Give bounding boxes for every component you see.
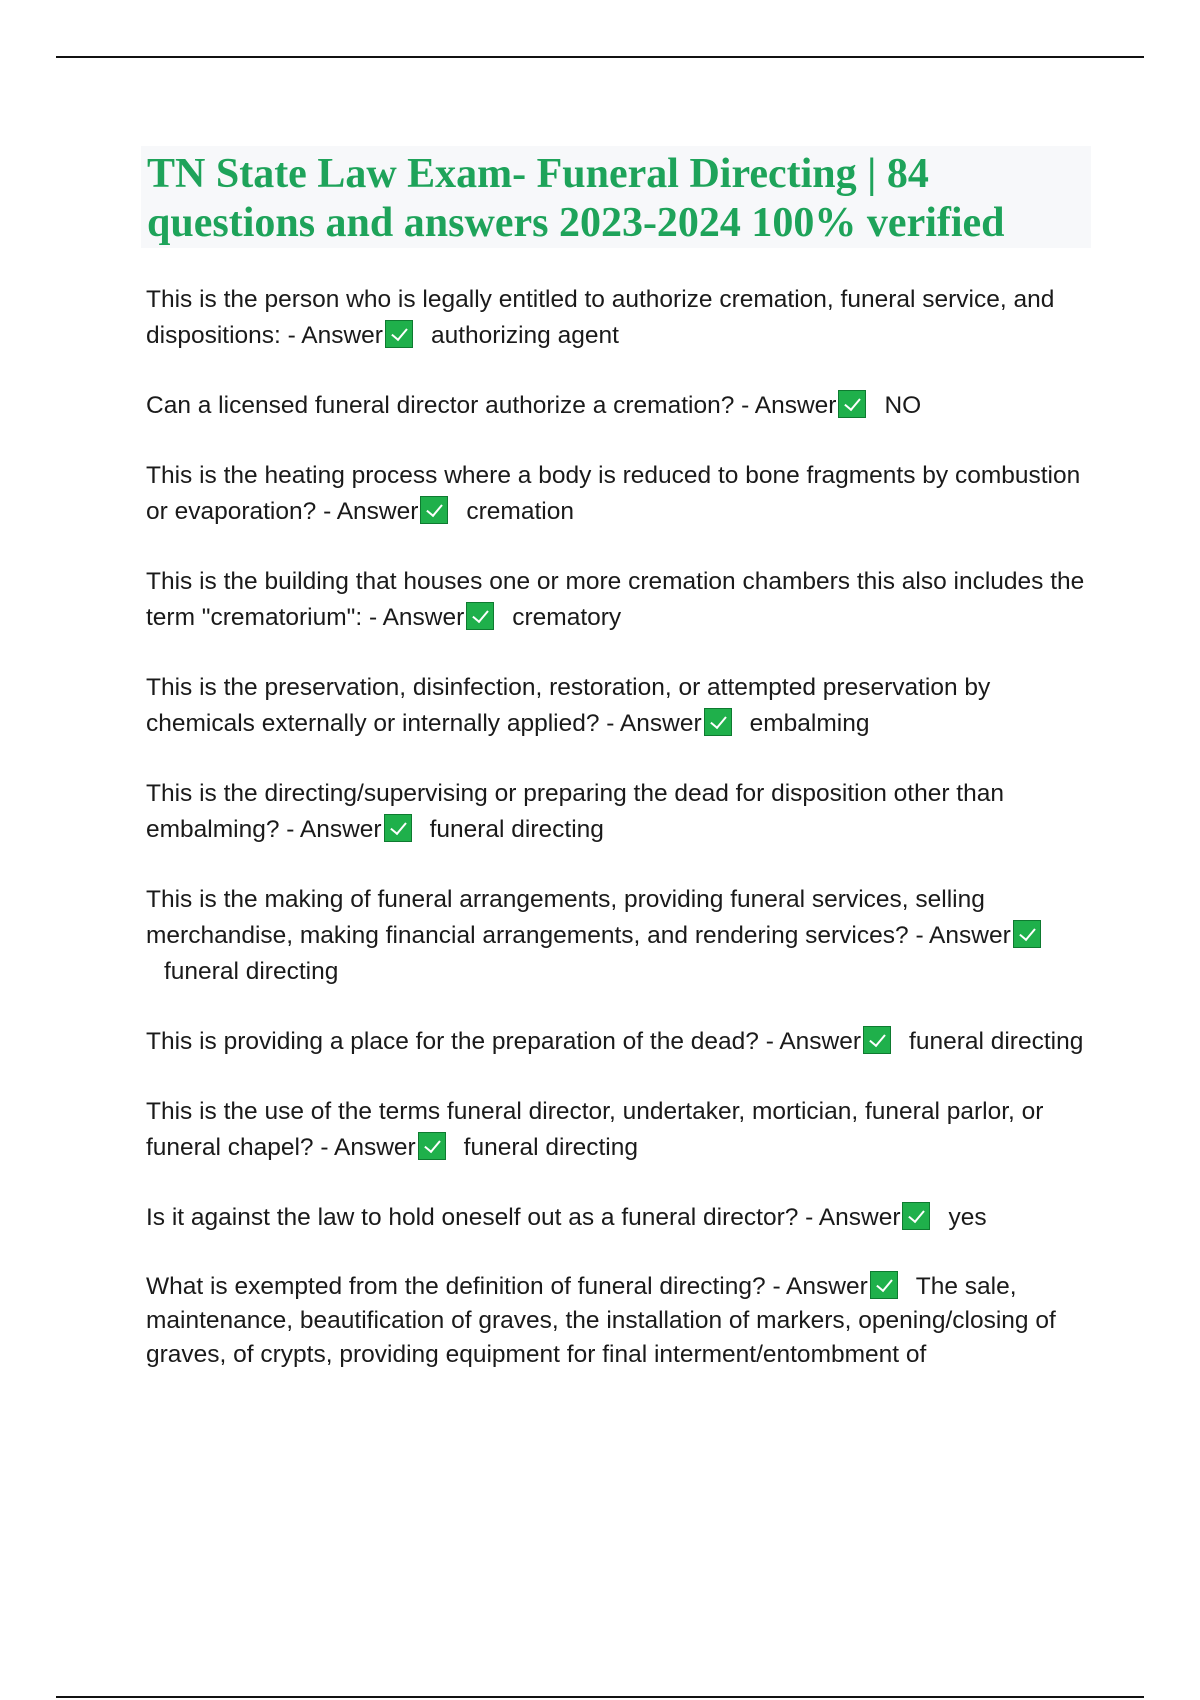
check-mark-icon: [870, 1271, 898, 1299]
answer-text: funeral directing: [463, 1134, 638, 1161]
answer-label: - Answer: [915, 922, 1011, 949]
qa-item-2: [146, 388, 1096, 424]
answer-label: - Answer: [323, 498, 419, 525]
answer-text: funeral directing: [164, 958, 339, 985]
answer-label: - Answer: [320, 1134, 416, 1161]
check-mark-icon: [384, 814, 412, 842]
qa-item-1: [146, 282, 1096, 354]
qa-item-11: [146, 1270, 1096, 1372]
check-mark-icon: [902, 1202, 930, 1230]
check-mark-icon: [704, 708, 732, 736]
question-text: Is it against the law to hold oneself out as a funeral director?: [146, 1204, 806, 1231]
title-banner: [141, 146, 1091, 248]
qa-list: [146, 282, 1096, 1406]
check-mark-icon: [838, 390, 866, 418]
answer-text: The sale, maintenance, beautification of graves, the installation of markers, opening/closing of graves, of crypts, providing equipment for final interment/entombment of: [146, 1273, 1056, 1368]
answer-label: - Answer: [368, 604, 465, 631]
answer-text: crematory: [512, 604, 622, 631]
qa-item-4: [146, 564, 1096, 636]
qa-item-3: [146, 458, 1096, 530]
answer-label: - Answer: [805, 1204, 901, 1231]
qa-item-9: [146, 1094, 1096, 1166]
answer-text: funeral directing: [909, 1028, 1084, 1055]
document-title: TN State Law Exam- Funeral Directing | 84 questions and answers 2023-2024 100% verified: [147, 151, 1005, 246]
check-mark-icon: [1013, 920, 1041, 948]
answer-text: NO: [884, 392, 922, 419]
answer-label: - Answer: [765, 1028, 862, 1055]
question-text: This is the making of funeral arrangements, providing funeral services, selling merchandise, making financial arrangements, and rendering services?: [146, 886, 985, 949]
question-text: What is exempted from the definition of funeral directing?: [146, 1273, 773, 1300]
question-text: This is providing a place for the preparation of the dead?: [146, 1028, 766, 1055]
qa-item-10: [146, 1200, 1096, 1236]
answer-text: yes: [948, 1204, 987, 1231]
answer-label: - Answer: [606, 710, 702, 737]
answer-text: cremation: [466, 498, 574, 525]
answer-text: authorizing agent: [430, 322, 619, 349]
qa-item-5: [146, 670, 1096, 742]
answer-label: - Answer: [286, 816, 382, 843]
question-text: This is the preservation, disinfection, restoration, or attempted preservation by chemicals externally or internally applied?: [146, 674, 991, 737]
answer-label: - Answer: [772, 1273, 868, 1300]
check-mark-icon: [385, 320, 413, 348]
question-text: This is the person who is legally entitled to authorize cremation, funeral service, and dispositions:: [146, 286, 1055, 349]
question-text: This is the use of the terms funeral director, undertaker, mortician, funeral parlor, or funeral chapel?: [146, 1098, 1044, 1161]
question-text: Can a licensed funeral director authorize a cremation?: [146, 392, 742, 419]
question-text: This is the building that houses one or more cremation chambers this also includes the term "crematorium":: [146, 568, 1085, 631]
question-text: This is the heating process where a body is reduced to bone fragments by combustion or evaporation?: [146, 462, 1081, 525]
top-rule: [56, 56, 1144, 58]
answer-label: - Answer: [741, 392, 837, 419]
check-mark-icon: [466, 602, 494, 630]
qa-item-6: [146, 776, 1096, 848]
qa-item-7: [146, 882, 1096, 990]
check-mark-icon: [420, 496, 448, 524]
check-mark-icon: [863, 1026, 891, 1054]
check-mark-icon: [418, 1132, 446, 1160]
answer-text: embalming: [749, 710, 870, 737]
question-text: This is the directing/supervising or preparing the dead for disposition other than embalming?: [146, 780, 1004, 843]
bottom-rule: [56, 1696, 1144, 1698]
qa-item-8: [146, 1024, 1096, 1060]
answer-label: - Answer: [287, 322, 383, 349]
answer-text: funeral directing: [429, 816, 604, 843]
